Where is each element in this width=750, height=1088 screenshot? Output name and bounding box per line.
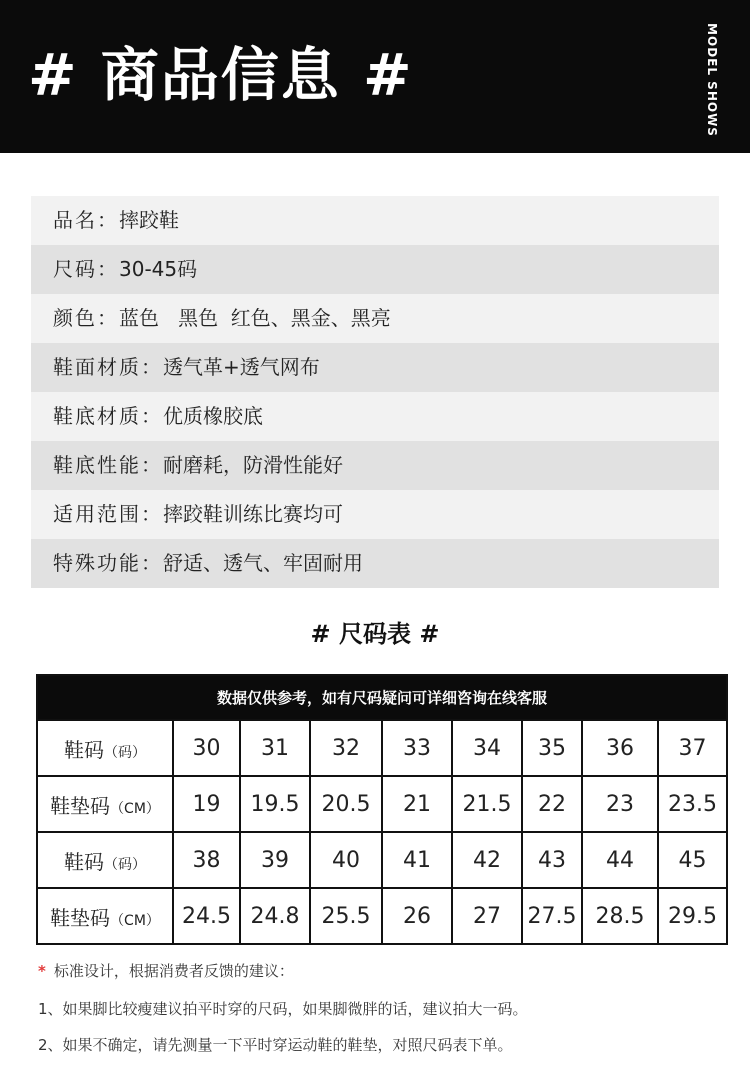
size-cell: 27 (452, 888, 522, 944)
info-row-features (31, 539, 719, 588)
info-value: 蓝色 黑色 红色、黑金、黑亮 (119, 306, 391, 330)
info-label: 尺码： (53, 257, 119, 281)
asterisk-icon: * (38, 962, 46, 980)
info-row-sole-performance (31, 441, 719, 490)
size-cell: 43 (522, 832, 582, 888)
size-cell: 38 (173, 832, 240, 888)
info-value: 优质橡胶底 (163, 404, 263, 428)
size-chart-table (36, 674, 728, 945)
note-line: 2、如果不确定，请先测量一下平时穿运动鞋的鞋垫，对照尺码表下单。 (38, 1036, 513, 1054)
info-value: 摔跤鞋训练比赛均可 (163, 502, 343, 526)
size-cell: 27.5 (522, 888, 582, 944)
info-value: 透气革+透气网布 (163, 355, 320, 379)
size-chart-title: # 尺码表 # (310, 620, 440, 648)
size-cell: 28.5 (582, 888, 658, 944)
size-cell: 45 (658, 832, 727, 888)
size-cell: 21.5 (452, 776, 522, 832)
size-cell: 33 (382, 720, 452, 776)
size-cell: 24.5 (173, 888, 240, 944)
info-row-upper-material (31, 343, 719, 392)
info-value: 30-45码 (119, 257, 198, 281)
info-value: 舒适、透气、牢固耐用 (163, 551, 363, 575)
row-header-code: 鞋码（码） (37, 720, 173, 776)
size-cell: 24.8 (240, 888, 310, 944)
size-advice-notes (38, 958, 728, 1056)
size-cell: 37 (658, 720, 727, 776)
info-label: 鞋面材质： (53, 355, 163, 379)
size-cell: 35 (522, 720, 582, 776)
product-info-list (31, 196, 719, 588)
info-row-color (31, 294, 719, 343)
notes-heading-text: 标准设计，根据消费者反馈的建议： (53, 962, 294, 980)
info-label: 颜色： (53, 306, 119, 330)
table-row-code-1 (37, 720, 727, 776)
row-header-insole: 鞋垫码（CM） (37, 776, 173, 832)
info-row-usage (31, 490, 719, 539)
size-cell: 19.5 (240, 776, 310, 832)
info-label: 鞋底材质： (53, 404, 163, 428)
size-cell: 40 (310, 832, 382, 888)
notes-heading (38, 958, 728, 984)
size-cell: 20.5 (310, 776, 382, 832)
size-cell: 23.5 (658, 776, 727, 832)
info-row-size (31, 245, 719, 294)
info-label: 品名： (53, 208, 119, 232)
size-cell: 39 (240, 832, 310, 888)
info-value: 摔跤鞋 (119, 208, 179, 232)
page-title: # 商品信息 # (28, 41, 414, 109)
size-cell: 31 (240, 720, 310, 776)
info-row-sole-material (31, 392, 719, 441)
table-row-insole-1 (37, 776, 727, 832)
info-label: 鞋底性能： (53, 453, 163, 477)
side-vertical-text (689, 20, 735, 140)
info-label: 适用范围： (53, 502, 163, 526)
size-cell: 41 (382, 832, 452, 888)
info-row-name (31, 196, 719, 245)
size-cell: 30 (173, 720, 240, 776)
row-header-code: 鞋码（码） (37, 832, 173, 888)
size-cell: 21 (382, 776, 452, 832)
size-cell: 23 (582, 776, 658, 832)
info-label: 特殊功能： (53, 551, 163, 575)
size-cell: 32 (310, 720, 382, 776)
size-cell: 44 (582, 832, 658, 888)
size-cell: 25.5 (310, 888, 382, 944)
size-cell: 26 (382, 888, 452, 944)
size-cell: 36 (582, 720, 658, 776)
table-row-code-2 (37, 832, 727, 888)
size-cell: 22 (522, 776, 582, 832)
size-cell: 29.5 (658, 888, 727, 944)
side-vertical-label: MODEL SHOWS (705, 23, 720, 137)
header-banner (0, 0, 750, 153)
size-chart-notice: 数据仅供参考，如有尺码疑问可详细咨询在线客服 (37, 675, 727, 720)
table-row-insole-2 (37, 888, 727, 944)
size-cell: 19 (173, 776, 240, 832)
note-line: 1、如果脚比较瘦建议拍平时穿的尺码，如果脚微胖的话，建议拍大一码。 (38, 1000, 528, 1018)
row-header-insole: 鞋垫码（CM） (37, 888, 173, 944)
info-value: 耐磨耗，防滑性能好 (163, 453, 343, 477)
size-cell: 42 (452, 832, 522, 888)
size-cell: 34 (452, 720, 522, 776)
